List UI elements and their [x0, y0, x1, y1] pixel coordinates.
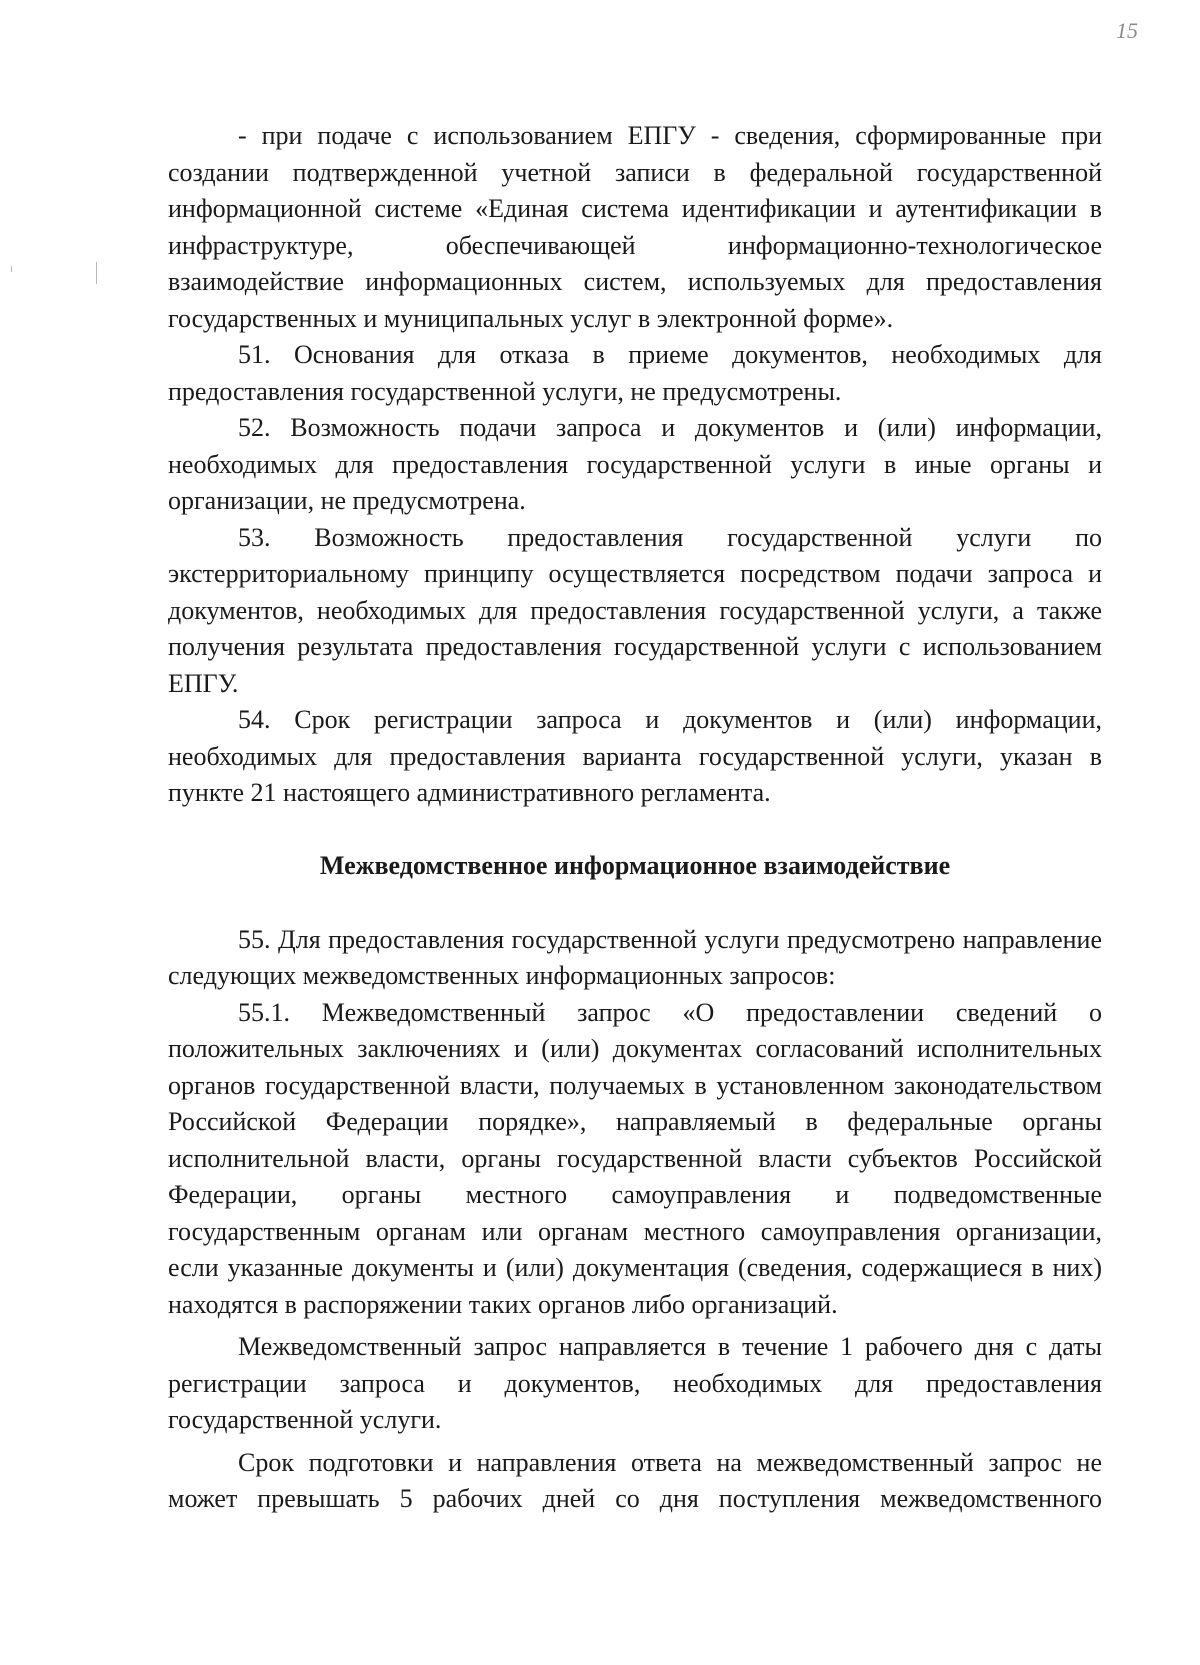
paragraph-55: 55. Для предоставления государственной услуги предусмотрено направление следующих межведомственных информационных запросов:	[168, 924, 1102, 990]
paragraph-request-timing: Межведомственный запрос направляется в течение 1 рабочего дня с даты регистрации запроса и документов, необходимых для предоставления государственной услуги.	[168, 1332, 1102, 1434]
paragraph-53: 53. Возможность предоставления государственной услуги по экстерриториальному принципу осуществляется посредством подачи запроса и документов, необходимых для предоставления государственной услуги, а также получения результата предоставления государственной услуги с использованием ЕПГУ.	[168, 522, 1102, 698]
paragraph-55-1: 55.1. Межведомственный запрос «О предоставлении сведений о положительных заключениях и (или) документах согласований исполнительных органов государственной власти, получаемых в установленном законодательством Российской Федерации порядке», направляемый в федеральные органы исполнительной власти, органы государственной власти субъектов Российской Федерации, органы местного самоуправления и подведомственные государственным органам или органам местного самоуправления организации, если указанные документы и (или) документация (сведения, содержащиеся в них) находятся в распоряжении таких органов либо организаций.	[168, 997, 1102, 1319]
paragraph-51: 51. Основания для отказа в приеме документов, необходимых для предоставления государственной услуги, не предусмотрены.	[168, 340, 1102, 406]
paragraph-54: 54. Срок регистрации запроса и документов и (или) информации, необходимых для предоставления варианта государственной услуги, указан в пункте 21 настоящего административного регламента.	[168, 705, 1102, 807]
section-heading: Межведомственное информационное взаимодействие	[319, 850, 951, 880]
scan-artifact	[96, 262, 97, 284]
paragraph-52: 52. Возможность подачи запроса и документов и (или) информации, необходимых для предоставления государственной услуги в иные органы и организации, не предусмотрена.	[168, 413, 1102, 515]
page-number-mark: 15	[1116, 18, 1138, 43]
paragraph-response-timing: Срок подготовки и направления ответа на межведомственный запрос не может превышать 5 рабочих дней со дня поступления межведомственного	[168, 1447, 1102, 1513]
document-body	[168, 118, 1102, 1518]
scan-artifact	[11, 266, 12, 272]
paragraph-esia-info: - при подаче с использованием ЕПГУ - сведения, сформированные при создании подтвержденной учетной записи в федеральной государственной информационной системе «Единая система идентификации и аутентификации в инфраструктуре, обеспечивающей информационно-технологическое взаимодействие информационных систем, используемых для предоставления государственных и муниципальных услуг в электронной форме».	[168, 121, 1102, 333]
